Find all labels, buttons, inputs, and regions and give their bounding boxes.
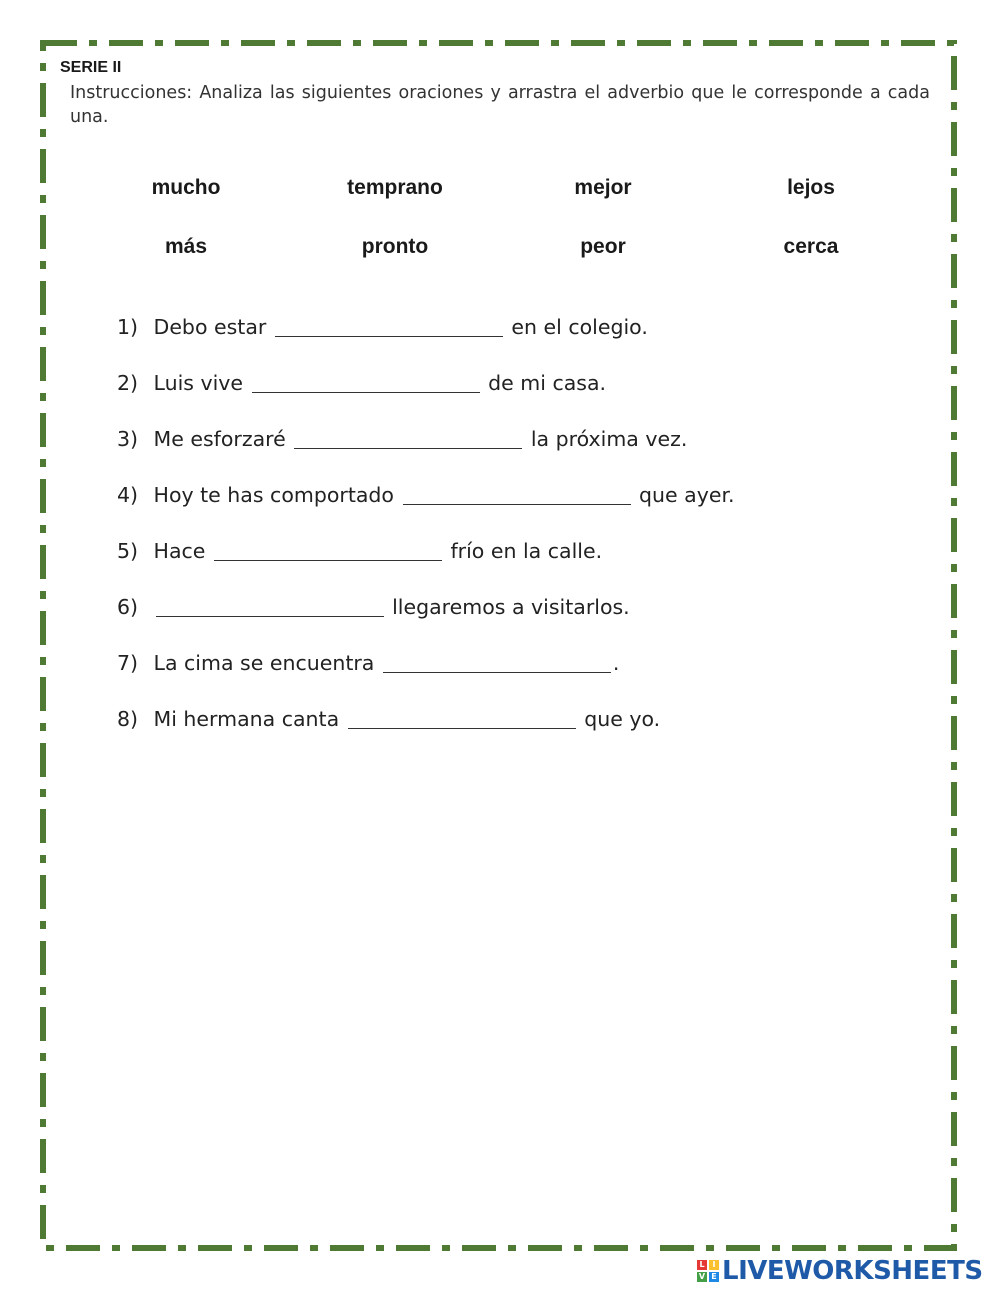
answer-drop-zone[interactable] (156, 596, 384, 617)
answer-drop-zone[interactable] (403, 484, 631, 505)
sentence-number: 5) (117, 539, 139, 563)
sentence-text-after: la próxima vez. (530, 427, 688, 451)
answer-drop-zone[interactable] (214, 540, 442, 561)
sentence-number: 6) (117, 595, 139, 619)
sentence-number: 2) (117, 371, 139, 395)
instructions-text: Instrucciones: Analiza las siguientes oraciones y arrastra el adverbio que le corresponde a cada una. (70, 83, 930, 127)
sentence-text-after: en el colegio. (511, 315, 648, 339)
sentence-text-before: Luis vive (153, 371, 244, 395)
worksheet-frame (40, 40, 957, 1251)
sentence-4 (117, 483, 735, 507)
answer-drop-zone[interactable] (294, 428, 522, 449)
logo-cubes-icon: L I V E (697, 1260, 719, 1282)
word-bank-item-mejor[interactable]: mejor (574, 176, 632, 199)
liveworksheets-logo (697, 1256, 983, 1286)
sentence-text-before: Mi hermana canta (153, 707, 340, 731)
sentence-text-after: frío en la calle. (450, 539, 603, 563)
word-bank-item-temprano[interactable]: temprano (347, 176, 443, 199)
answer-drop-zone[interactable] (252, 372, 480, 393)
sentence-number: 1) (117, 315, 139, 339)
sentence-2 (117, 371, 606, 395)
logo-text: LIVEWORKSHEETS (722, 1256, 983, 1286)
sentence-1 (117, 315, 648, 339)
sentence-3 (117, 427, 687, 451)
sentence-text-after: llegaremos a visitarlos. (392, 595, 630, 619)
word-bank-item-pronto[interactable]: pronto (361, 235, 429, 258)
word-bank-item-lejos[interactable]: lejos (787, 176, 835, 199)
series-title: SERIE II (60, 59, 122, 76)
word-bank-item-cerca[interactable]: cerca (783, 235, 839, 258)
sentence-number: 8) (117, 707, 139, 731)
sentence-5 (117, 539, 602, 563)
sentence-7 (117, 651, 619, 675)
sentence-text-before: Hace (153, 539, 206, 563)
word-bank-item-peor[interactable]: peor (580, 235, 626, 258)
answer-drop-zone[interactable] (348, 708, 576, 729)
sentence-text-before: La cima se encuentra (153, 651, 375, 675)
answer-drop-zone[interactable] (383, 652, 611, 673)
sentence-text-after: . (612, 651, 620, 675)
sentence-text-after: de mi casa. (488, 371, 607, 395)
answer-drop-zone[interactable] (275, 316, 503, 337)
word-bank-item-mucho[interactable]: mucho (151, 176, 221, 199)
sentence-text-before: Debo estar (153, 315, 267, 339)
sentence-text-before: Me esforzaré (153, 427, 286, 451)
sentence-text-before: Hoy te has comportado (153, 483, 394, 507)
sentence-text-after: que yo. (584, 707, 661, 731)
sentence-number: 3) (117, 427, 139, 451)
sentence-6 (117, 595, 630, 619)
word-bank-item-mas[interactable]: más (164, 235, 208, 258)
sentence-number: 7) (117, 651, 139, 675)
sentence-text-after: que ayer. (639, 483, 735, 507)
sentence-number: 4) (117, 483, 139, 507)
dashed-border (40, 40, 957, 1251)
sentence-8 (117, 707, 660, 731)
